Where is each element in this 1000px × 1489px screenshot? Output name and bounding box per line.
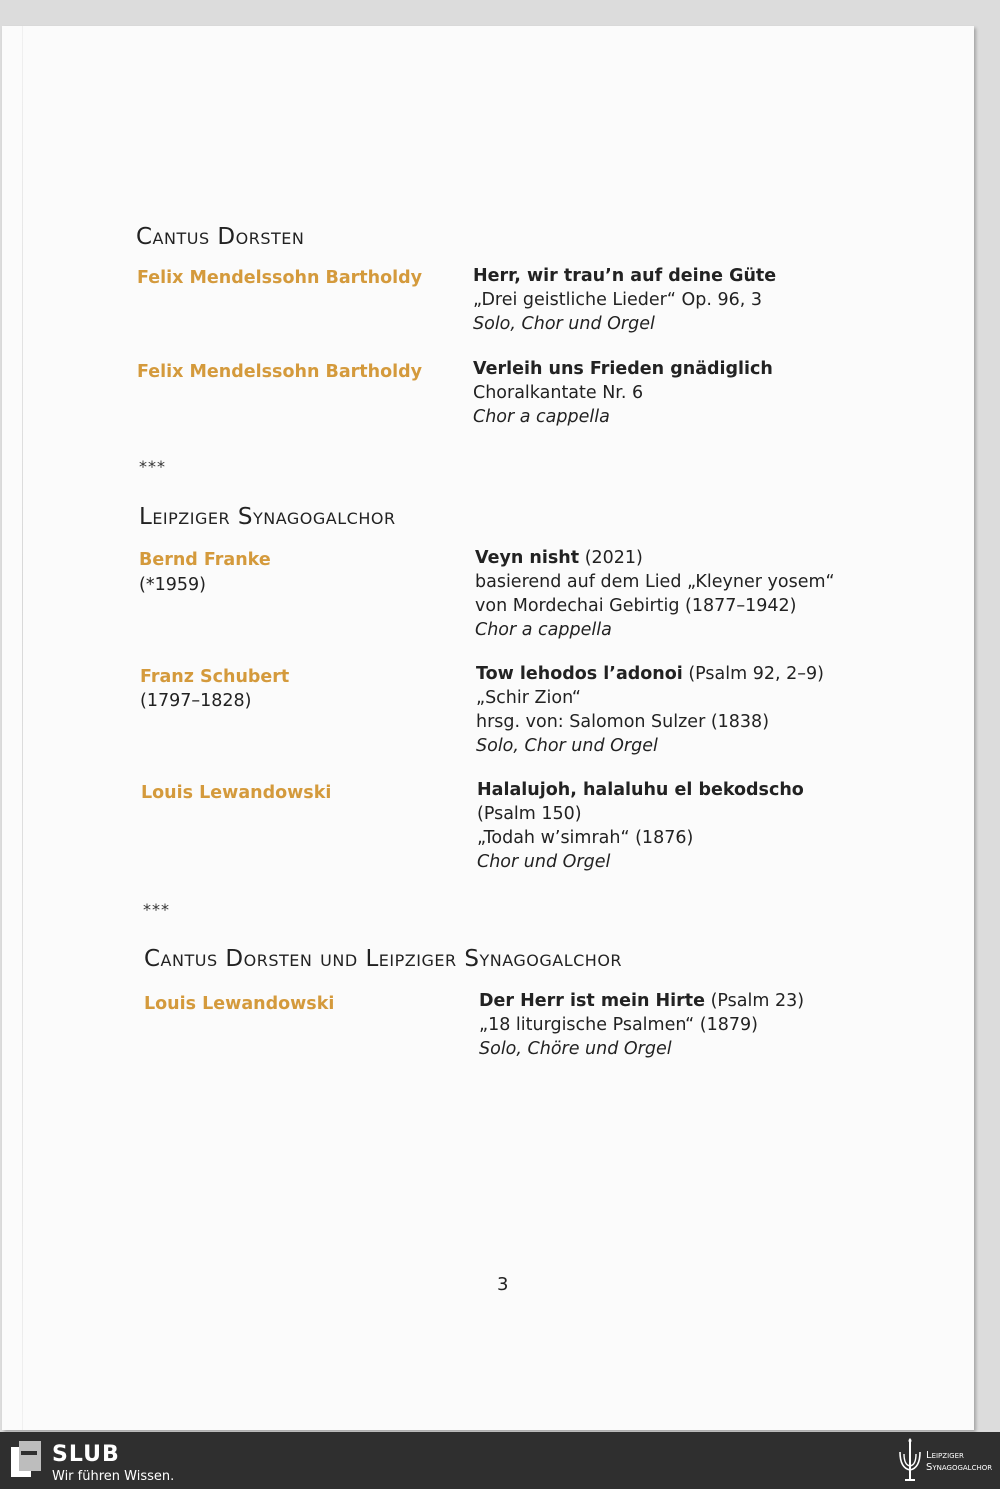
separator-stars: *** bbox=[143, 900, 170, 919]
slub-name: SLUB bbox=[52, 1442, 120, 1467]
composer-dates: (*1959) bbox=[139, 575, 206, 595]
work-performance: Solo, Chor und Orgel bbox=[476, 736, 658, 756]
work-entry bbox=[473, 357, 773, 429]
work-performance: Chor a cappella bbox=[475, 620, 612, 640]
work-title: Tow lehodos l’adonoi bbox=[476, 664, 683, 684]
section-title-combined: Cantus Dorsten und Leipziger Synagogalchor bbox=[144, 946, 623, 972]
work-detail: „Schir Zion“ bbox=[476, 688, 581, 708]
composer-name: Louis Lewandowski bbox=[141, 783, 332, 803]
composer-name: Louis Lewandowski bbox=[144, 994, 335, 1014]
composer-name: Bernd Franke bbox=[139, 550, 271, 570]
work-extra: (Psalm 92, 2–9) bbox=[682, 664, 824, 684]
work-detail: Choralkantate Nr. 6 bbox=[473, 383, 644, 403]
slub-logo-icon bbox=[11, 1441, 41, 1479]
page-number: 3 bbox=[497, 1274, 509, 1295]
slub-tagline: Wir führen Wissen. bbox=[52, 1469, 175, 1484]
work-detail: von Mordechai Gebirtig (1877–1942) bbox=[475, 596, 797, 616]
work-detail: basierend auf dem Lied „Kleyner yosem“ bbox=[475, 572, 835, 592]
work-entry bbox=[479, 989, 804, 1061]
work-performance: Chor a cappella bbox=[473, 407, 610, 427]
program-page bbox=[2, 26, 974, 1430]
section-title-cantus-dorsten: Cantus Dorsten bbox=[136, 224, 305, 250]
menorah-icon bbox=[896, 1438, 924, 1483]
work-detail: (Psalm 150) bbox=[477, 804, 582, 824]
work-entry bbox=[475, 546, 835, 642]
work-performance: Solo, Chor und Orgel bbox=[473, 314, 655, 334]
composer-name: Felix Mendelssohn Bartholdy bbox=[137, 362, 423, 382]
work-title: Halalujoh, halaluhu el bekodscho bbox=[477, 780, 804, 800]
work-extra: (2021) bbox=[579, 548, 643, 568]
work-detail: „18 liturgische Psalmen“ (1879) bbox=[479, 1015, 758, 1035]
work-title: Der Herr ist mein Hirte bbox=[479, 991, 706, 1011]
work-performance: Solo, Chöre und Orgel bbox=[479, 1039, 672, 1059]
composer-name: Felix Mendelssohn Bartholdy bbox=[137, 268, 423, 288]
choir-name bbox=[926, 1450, 992, 1474]
composer-dates: (1797–1828) bbox=[140, 691, 252, 711]
work-extra: (Psalm 23) bbox=[705, 991, 805, 1011]
work-title: Herr, wir trau’n auf deine Güte bbox=[473, 266, 777, 286]
choir-name-line1: Leipziger bbox=[926, 1450, 964, 1461]
work-detail: „Drei geistliche Lieder“ Op. 96, 3 bbox=[473, 290, 763, 310]
separator-stars: *** bbox=[139, 457, 166, 476]
page-fold bbox=[22, 26, 23, 1430]
work-detail: hrsg. von: Salomon Sulzer (1838) bbox=[476, 712, 770, 732]
composer-name: Franz Schubert bbox=[140, 667, 290, 687]
work-entry bbox=[473, 264, 776, 336]
choir-name-line2: Synagogalchor bbox=[926, 1462, 993, 1473]
work-title: Veyn nisht bbox=[475, 548, 580, 568]
section-title-leipziger-synagogalchor: Leipziger Synagogalchor bbox=[139, 504, 396, 530]
work-detail: „Todah w’simrah“ (1876) bbox=[477, 828, 694, 848]
work-entry bbox=[477, 778, 804, 874]
work-entry bbox=[476, 662, 824, 758]
footer-bar bbox=[0, 1432, 1000, 1489]
work-title: Verleih uns Frieden gnädiglich bbox=[473, 359, 773, 379]
work-performance: Chor und Orgel bbox=[477, 852, 611, 872]
